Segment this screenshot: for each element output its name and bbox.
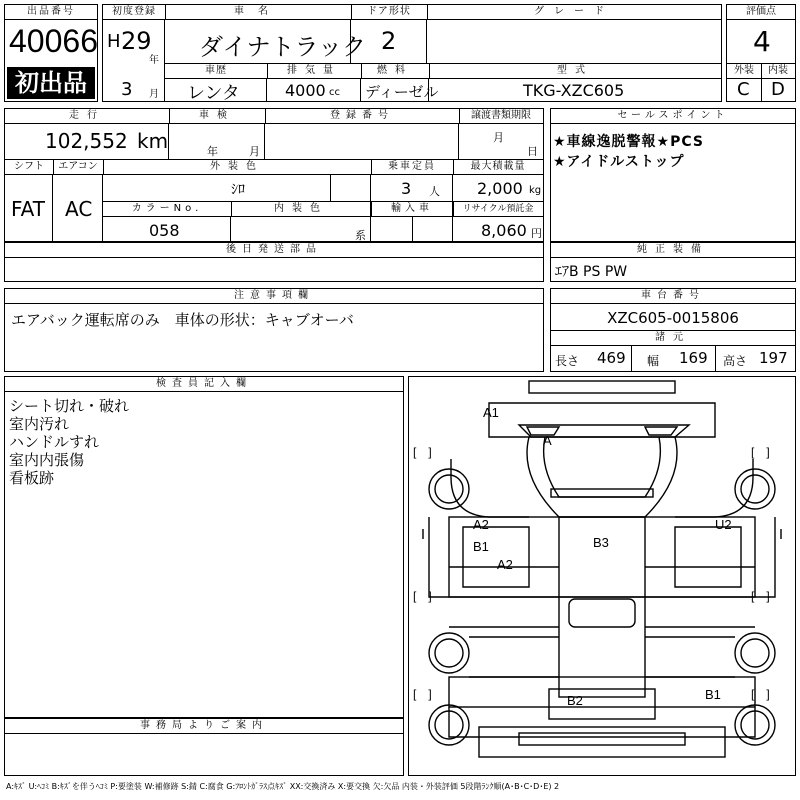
length-value: 469 bbox=[597, 349, 626, 367]
score-box bbox=[726, 4, 796, 102]
damage-mark-a2-center: A2 bbox=[497, 557, 513, 572]
load-value: 2,000 bbox=[477, 179, 523, 198]
bracket-right-front: [ ] bbox=[751, 445, 770, 459]
displacement-value: 4000 bbox=[285, 81, 326, 100]
registration-year-unit: 年 bbox=[149, 55, 159, 66]
notes-header: 注意事項欄 bbox=[5, 289, 543, 304]
sales-point-2: ★アイドルストップ bbox=[553, 154, 685, 170]
inspection-month-unit: 月 bbox=[249, 145, 260, 158]
load-unit: kg bbox=[529, 185, 542, 196]
displacement-unit: cc bbox=[329, 87, 340, 98]
sales-points-box bbox=[550, 108, 796, 242]
registration-era: H bbox=[107, 31, 121, 52]
lot-box bbox=[4, 4, 98, 102]
registration-month: 3 bbox=[121, 79, 133, 100]
top-grid bbox=[102, 4, 722, 102]
later-parts-header: 後日発送部品 bbox=[5, 243, 543, 258]
plate-header: 登録番号 bbox=[265, 109, 460, 124]
interior-score: D bbox=[771, 79, 785, 100]
interior-color-unit: 系 bbox=[355, 229, 366, 242]
grade-header: グレード bbox=[427, 5, 721, 20]
bracket-left-mid: [ ] bbox=[413, 589, 432, 603]
damage-mark-a: A bbox=[543, 433, 552, 448]
color-value: ｼﾛ bbox=[231, 182, 245, 198]
registration-header: 初度登録 bbox=[103, 5, 166, 20]
inspection-year-unit: 年 bbox=[207, 145, 218, 158]
recycle-unit: 円 bbox=[531, 227, 542, 240]
bracket-right-rear: [ ] bbox=[751, 687, 770, 701]
color-header: 外装色 bbox=[103, 160, 372, 175]
car-name-header: 車名 bbox=[165, 5, 352, 20]
width-label: 幅 bbox=[647, 354, 660, 368]
chassis-box bbox=[550, 288, 796, 372]
exterior-score: C bbox=[737, 79, 750, 100]
office-header: 事務局よりご案内 bbox=[5, 719, 403, 734]
mileage-value: 102,552 bbox=[45, 129, 128, 153]
fuel-header: 燃料 bbox=[361, 64, 430, 79]
sales-points-header: セールスポイント bbox=[551, 109, 795, 124]
inspector-box bbox=[4, 376, 404, 718]
damage-diagram bbox=[408, 376, 796, 776]
mileage-header: 走行 bbox=[5, 109, 170, 124]
height-label: 高さ bbox=[723, 354, 748, 368]
width-value: 169 bbox=[679, 349, 708, 367]
capacity-value: 3 bbox=[401, 179, 412, 198]
inspector-line-4: 室内内張傷 bbox=[9, 451, 85, 469]
chassis-header: 車台番号 bbox=[551, 289, 795, 304]
truck-outline bbox=[409, 377, 795, 775]
capacity-header: 乗車定員 bbox=[371, 160, 454, 175]
interior-header: 内装 bbox=[761, 64, 795, 79]
history-header: 車歴 bbox=[165, 64, 268, 79]
bracket-left-front: [ ] bbox=[413, 445, 432, 459]
color-no-value: 058 bbox=[149, 221, 180, 240]
equipment-box bbox=[550, 242, 796, 282]
shift-value: FAT bbox=[11, 197, 46, 221]
equipment-value: ｴｱB PS PW bbox=[555, 264, 628, 280]
lot-number: 40066 bbox=[9, 23, 98, 59]
ac-value: AC bbox=[65, 197, 93, 221]
damage-mark-b2: B2 bbox=[567, 693, 583, 708]
car-name: ダイナトラック bbox=[199, 33, 367, 61]
damage-mark-a2-left: A2 bbox=[473, 517, 489, 532]
displacement-header: 排気量 bbox=[267, 64, 362, 79]
transfer-header: 譲渡書類期限 bbox=[459, 109, 543, 124]
mileage-unit: km bbox=[137, 129, 169, 153]
notes-value: エアバック運転席のみ 車体の形状：キャブオーバ bbox=[11, 311, 354, 329]
damage-mark-u2: U2 bbox=[715, 517, 732, 532]
equipment-header: 純正装備 bbox=[551, 243, 795, 258]
inspector-line-2: 室内汚れ bbox=[9, 415, 70, 433]
recycle-value: 8,060 bbox=[481, 221, 527, 240]
length-label: 長さ bbox=[555, 354, 580, 368]
office-box bbox=[4, 718, 404, 776]
inspector-header: 検査員記入欄 bbox=[5, 377, 403, 392]
later-parts-box bbox=[4, 242, 544, 282]
legend-footer: A:ｷｽﾞ U:ﾍｺﾐ B:ｷｽﾞを伴うﾍｺﾐ P:要塗装 W:補修跡 S:錆 C:腐食 G:ﾌﾛﾝﾄｶﾞﾗｽ点ｷｽﾞ XX:交換済み X:要交換 欠:欠品 内装・外装評価 5段階ﾗﾝｸ順(A･B･C･D･E) 2 bbox=[6, 782, 560, 791]
score-value: 4 bbox=[753, 25, 771, 58]
bracket-left-rear: [ ] bbox=[413, 687, 432, 701]
exterior-header: 外装 bbox=[727, 64, 762, 79]
damage-mark-b3: B3 bbox=[593, 535, 609, 550]
recycle-header: リサイクル預託金 bbox=[453, 202, 543, 217]
first-listing-badge: 初出品 bbox=[7, 67, 95, 99]
damage-mark-a1: A1 bbox=[483, 405, 499, 420]
fuel-value: ディーゼル bbox=[365, 83, 439, 101]
import-header: 輸入車 bbox=[371, 202, 454, 217]
history-value: レンタ bbox=[187, 83, 240, 104]
notes-box bbox=[4, 288, 544, 372]
capacity-unit: 人 bbox=[429, 185, 440, 198]
load-header: 最大積載量 bbox=[453, 160, 543, 175]
shift-header: シフト bbox=[5, 160, 54, 175]
sales-point-1: ★車線逸脱警報★PCS bbox=[553, 134, 704, 150]
score-header: 評価点 bbox=[727, 5, 795, 20]
doors-header: ドア形状 bbox=[351, 5, 428, 20]
registration-month-unit: 月 bbox=[149, 89, 159, 100]
inspector-line-1: シート切れ・破れ bbox=[9, 397, 130, 415]
model-header: 型式 bbox=[429, 64, 721, 79]
inspector-line-5: 看板跡 bbox=[9, 469, 55, 487]
ac-header: エアコン bbox=[53, 160, 104, 175]
dims-header: 諸元 bbox=[551, 330, 795, 346]
registration-year: 29 bbox=[121, 27, 152, 55]
transfer-month-unit: 月 bbox=[493, 131, 504, 144]
details-grid bbox=[4, 108, 544, 242]
damage-mark-b1-right: B1 bbox=[705, 687, 721, 702]
inspector-line-3: ハンドルすれ bbox=[9, 433, 100, 451]
bracket-right-mid: [ ] bbox=[751, 589, 770, 603]
height-value: 197 bbox=[759, 349, 788, 367]
doors-value: 2 bbox=[381, 27, 397, 55]
color-no-header: カラーNo. bbox=[103, 202, 232, 217]
damage-mark-b1-left: B1 bbox=[473, 539, 489, 554]
lot-header: 出品番号 bbox=[5, 5, 97, 20]
chassis-value: XZC605-0015806 bbox=[607, 309, 739, 327]
transfer-day-unit: 日 bbox=[527, 145, 538, 158]
model-value: TKG-XZC605 bbox=[523, 81, 625, 100]
inspection-header: 車検 bbox=[169, 109, 266, 124]
interior-color-header: 内装色 bbox=[231, 202, 372, 217]
